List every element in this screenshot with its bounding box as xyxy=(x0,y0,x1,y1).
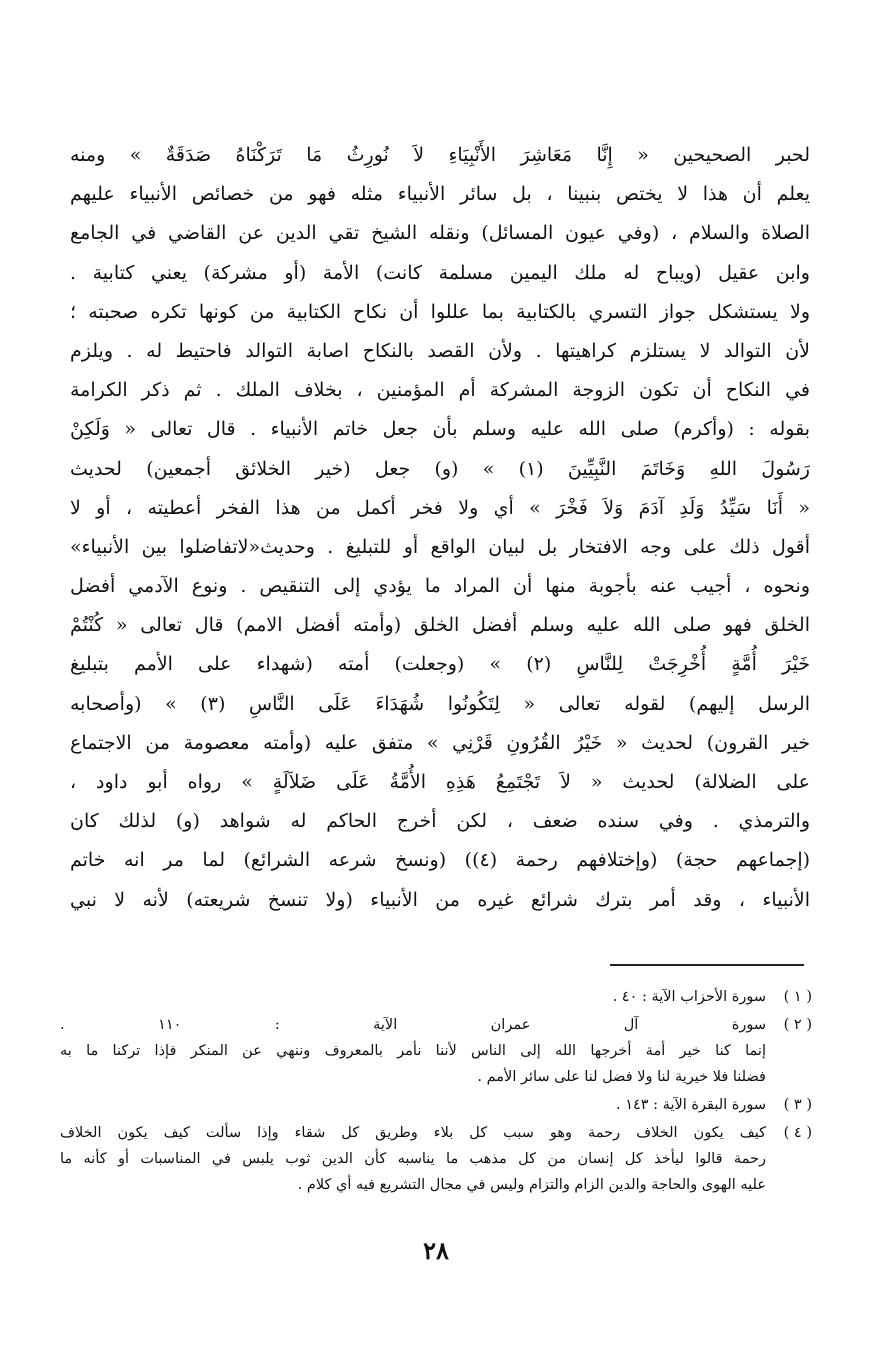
text-line: (إجماعهم حجة) (وإختلافهم رحمة (٤)) (ونسخ شرعه الشرائع) لما مر انه خاتم xyxy=(70,849,810,872)
footnote-line: رحمة قالوا ليأخذ كل إنسان من كل مذهب ما يناسبه كأن الدين ثوب يلبس في المناسبات أو كأنه ما xyxy=(60,1151,766,1167)
footnote-text xyxy=(60,1092,766,1118)
text-line: بقوله : (وأكرم) صلى الله عليه وسلم بأن جعل خاتم الأنبياء . قال تعالى « وَلَكِنْ xyxy=(70,418,810,441)
footnote-number: ( ٢ ) xyxy=(783,1017,812,1033)
text-line: خَيْرَ أُمَّةٍ أُخْرِجَتْ لِلنَّاسِ (٢) » (وجعلت) أمته (شهداء على الأمم بتبليغ xyxy=(70,653,810,676)
footnote-text xyxy=(60,1012,766,1090)
text-line: والترمذي . وفي سنده ضعف ، لكن أخرج الحاكم له شواهد (و) لذلك كان xyxy=(70,810,810,833)
footnote xyxy=(60,1120,812,1198)
text-line: الرسل إليهم) لقوله تعالى « لِتَكُونُوا شُهَدَاءَ عَلَى النَّاسِ (٣) » (وأصحابه xyxy=(70,692,810,715)
text-line: على الضلالة) لحديث « لاَ تَجْتَمِعُ هَذِهِ الأُمَّةُ عَلَى ضَلاَلَةٍ » رواه أبو داود ، xyxy=(70,771,810,793)
text-line: لحبر الصحيحين « إِنَّا مَعَاشِرَ الأَنْبِيَاءِ لاَ نُورِثُ مَا تَرَكْنَاهُ صَدَقَةٌ » ومنه xyxy=(70,144,810,166)
footnote-line: إنما كنا خير أمة أخرجها الله إلى الناس لأننا نأمر بالمعروف وننهي عن المنكر فإذا تركنا ما به xyxy=(60,1043,766,1059)
footnote-text xyxy=(60,984,766,1010)
text-line: ونحوه ، أجيب عنه بأجوبة منها أن المراد ما يؤدي إلى التنقيص . ونوع الآدمي أفضل xyxy=(70,575,810,598)
text-line: الصلاة والسلام ، (وفي عيون المسائل) ونقله الشيخ تقي الدين عن القاضي في الجامع xyxy=(70,222,810,245)
text-line: يعلم أن هذا لا يختص بنبينا ، بل سائر الأنبياء مثله فهو من خصائص الأنبياء عليهم xyxy=(70,183,810,206)
footnote-line: كيف يكون الخلاف رحمة وهو سبب كل بلاء وطريق كل شقاء وإذا سألت كيف يكون الخلاف xyxy=(60,1125,766,1141)
footnote-line: سورة الأحزاب الآية : ٤٠ . xyxy=(612,989,766,1005)
footnote-number: ( ١ ) xyxy=(783,989,812,1005)
footnotes-block xyxy=(60,984,812,1200)
text-line: الأنبياء ، وقد أمر بترك شرائع غيره من الأنبياء (ولا تنسخ شريعته) لأنه لا نبي xyxy=(70,888,810,911)
footnote-line: سورة آل عمران الآية : ١١٠ . xyxy=(60,1017,766,1033)
footnote xyxy=(60,984,812,1010)
footnote-line: سورة البقرة الآية : ١٤٣ . xyxy=(615,1097,766,1113)
footnote-line: عليه الهوى والحاجة والدين الزام والتزام وليس في مجال التشريع فيه أي كلام . xyxy=(297,1177,766,1193)
footnote xyxy=(60,1012,812,1090)
footnote-line: فضلنا فلا خيرية لنا ولا فضل لنا على سائر الأمم . xyxy=(477,1069,766,1085)
text-line: « أَنَا سَيِّدُ وَلَدِ آدَمَ وَلاَ فَخْرَ » أي ولا فخر أكمل من هذا الفخر أعطيته ، أو لا xyxy=(70,496,810,519)
text-line: خير القرون) لحديث « خَيْرُ القُرُونِ قَرْنِي » متفق عليه (وأمته معصومة من الاجتماع xyxy=(70,731,810,754)
footnote-number: ( ٣ ) xyxy=(783,1097,812,1113)
text-line: وابن عقيل (ويباح له ملك اليمين مسلمة كانت) الأمة (أو مشركة) يعني كتابية . xyxy=(70,261,810,284)
footnote-text xyxy=(60,1120,766,1198)
main-text-block xyxy=(70,136,810,920)
footnote xyxy=(60,1092,812,1118)
footnote-divider xyxy=(610,964,804,966)
text-line: رَسُولَ اللهِ وَخَاتَمَ النَّبِيِّينَ (١) » (و) جعل (خير الخلائق أجمعين) لحديث xyxy=(70,457,810,480)
footnote-number: ( ٤ ) xyxy=(783,1125,812,1141)
text-line: لأن التوالد لا يستلزم كراهيتها . ولأن القصد بالنكاح اصابة التوالد فاحتيط له . ويلزم xyxy=(70,339,810,362)
text-line: ولا يستشكل جواز التسري بالكتابية بما عللوا أن نكاح الكتابية من كونها تكره صحبته ؛ xyxy=(70,300,810,323)
text-line: أقول ذلك على وجه الافتخار بل لبيان الواقع أو للتبليغ . وحديث«لاتفاضلوا بين الأنبياء» xyxy=(70,535,810,558)
page-number: ٢٨ xyxy=(423,1236,449,1265)
text-line: في النكاح أن تكون الزوجة المشركة أم المؤمنين ، بخلاف الملك . ثم ذكر الكرامة xyxy=(70,379,810,402)
text-line: الخلق فهو صلى الله عليه وسلم أفضل الخلق (وأمته أفضل الامم) قال تعالى « كُنْتُمْ xyxy=(70,614,810,637)
